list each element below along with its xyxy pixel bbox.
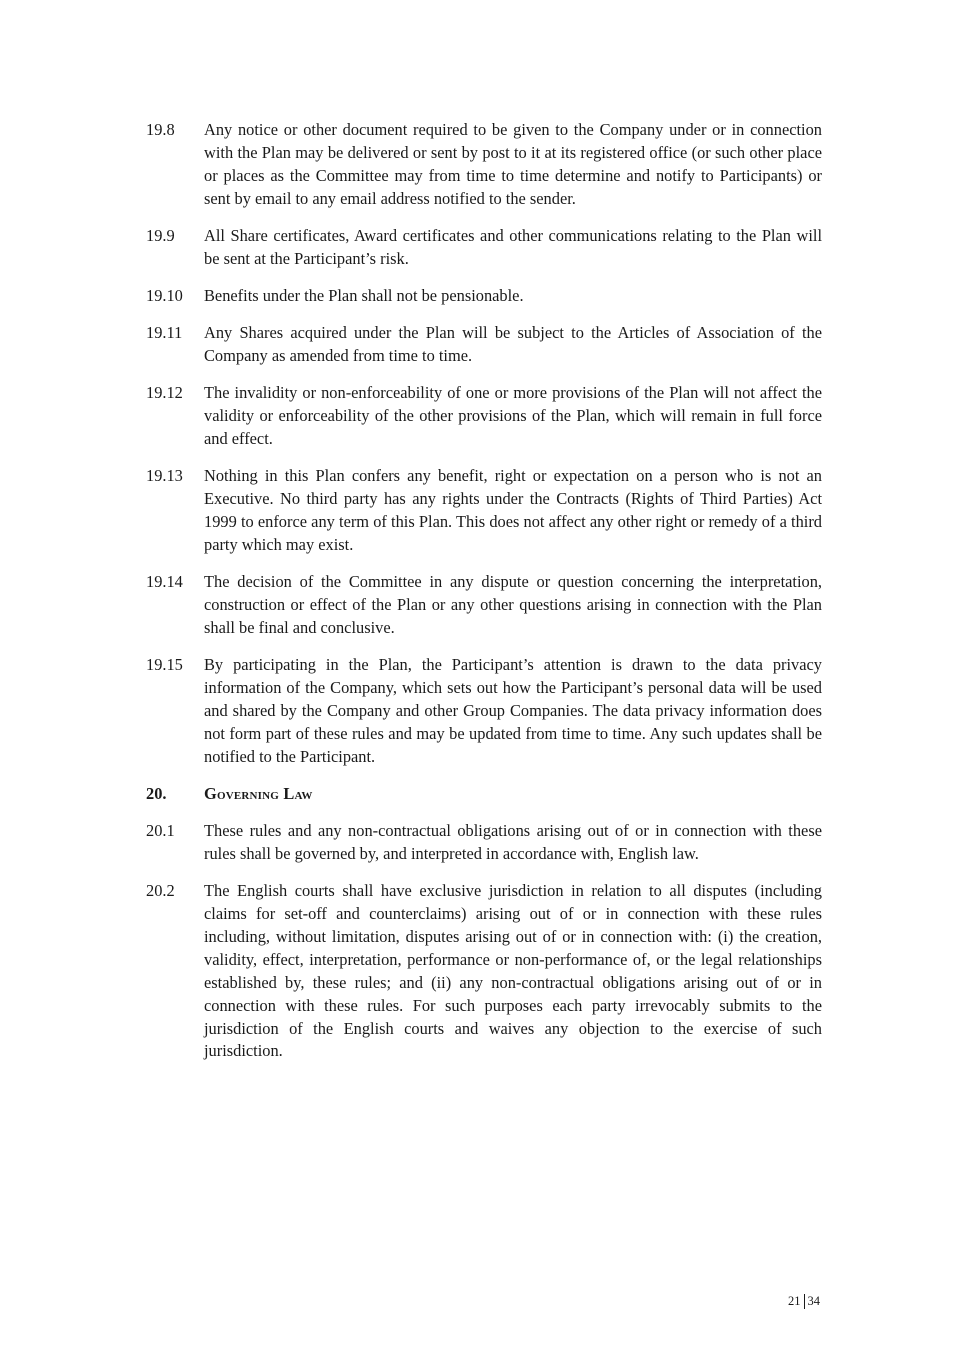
clause-20-1 [146, 820, 822, 866]
clause-number: 19.14 [146, 572, 183, 592]
page-number-divider [804, 1294, 805, 1309]
clause-19-9 [146, 225, 822, 271]
clause-19-12 [146, 382, 822, 451]
clause-text: These rules and any non-contractual obligations arising out of or in connection with these rules shall be governed by, and interpreted in accordance with, English law. [204, 821, 822, 863]
clause-text: The decision of the Committee in any dispute or question concerning the interpretation, construction or effect of the Plan or any other questions arising in connection with the Plan shall be final and conclusive. [204, 572, 822, 638]
clause-text: Nothing in this Plan confers any benefit, right or expectation on a person who is not an Executive. No third party has any rights under the Contracts (Rights of Third Parties) Act 1999 to enforce any term of this Plan. This does not affect any other right or remedy of a third party which may exist. [204, 466, 822, 555]
clause-19-8 [146, 119, 822, 211]
clause-19-13 [146, 465, 822, 557]
clause-text: The English courts shall have exclusive jurisdiction in relation to all disputes (including claims for set-off and counterclaims) arising out of or in connection with these rules including, without limitation, disputes arising out of or in connection with: (i) the creation, validity, effect, interpretation, performance or non-performance of, or the legal relationships established by, these rules; and (ii) any non-contractual obligations arising out of or in connection with these rules. For such purposes each party irrevocably submits to the jurisdiction of the English courts and waives any objection to the exercise of such jurisdiction. [204, 881, 822, 1061]
clause-19-15 [146, 654, 822, 769]
clause-text: Benefits under the Plan shall not be pensionable. [204, 286, 524, 306]
total-pages: 34 [807, 1294, 820, 1308]
clause-19-14 [146, 571, 822, 640]
current-page: 21 [788, 1294, 801, 1308]
clause-text: Any notice or other document required to be given to the Company under or in connection with the Plan may be delivered or sent by post to it at its registered office (or such other place or places as the Committee may from time to time determine and notify to Participants) or sent by email to any email address notified to the sender. [204, 120, 822, 208]
clause-text: Any Shares acquired under the Plan will be subject to the Articles of Association of the Company as amended from time to time. [204, 323, 822, 366]
clause-text: By participating in the Plan, the Participant’s attention is drawn to the data privacy information of the Company, which sets out how the Participant’s personal data will be used and shared by the Company and other Group Companies. The data privacy information does not form part of these rules and may be updated from time to time. Any such updates shall be notified to the Participant. [204, 655, 822, 766]
clause-number: 19.11 [146, 323, 183, 343]
section-number: 20. [146, 784, 167, 804]
clause-number: 19.15 [146, 655, 183, 675]
section-title: Governing Law [204, 784, 313, 804]
clause-number: 20.1 [146, 821, 175, 841]
clause-number: 19.10 [146, 286, 183, 306]
clause-text: The invalidity or non-enforceability of one or more provisions of the Plan will not affect the validity or enforceability of the other provisions of the Plan, which will remain in full force and effect. [204, 383, 822, 449]
clause-number: 19.13 [146, 466, 183, 486]
page-number [788, 1293, 820, 1309]
clause-number: 20.2 [146, 881, 175, 901]
clause-number: 19.12 [146, 383, 183, 403]
clause-number: 19.8 [146, 120, 175, 139]
clause-number: 19.9 [146, 225, 175, 245]
clause-19-10 [146, 285, 822, 308]
section-heading-governing-law [146, 783, 822, 806]
page-content [146, 119, 822, 1078]
clause-20-2 [146, 880, 822, 1063]
clause-19-11 [146, 322, 822, 368]
clause-text: All Share certificates, Award certificates and other communications relating to the Plan will be sent at the Participant’s risk. [204, 225, 822, 268]
